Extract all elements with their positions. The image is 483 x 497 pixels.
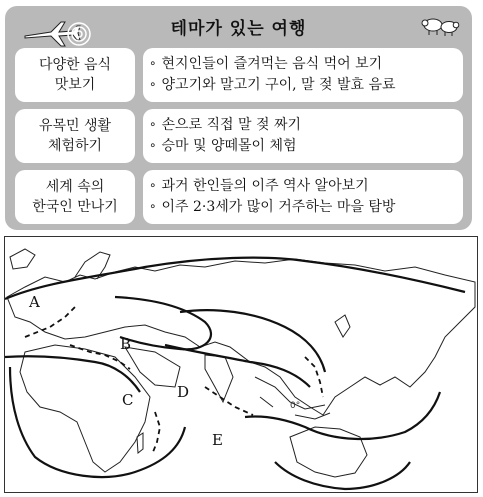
category-cell — [15, 109, 135, 163]
panel-title: 테마가 있는 여행 — [170, 19, 307, 39]
list-item: ∘ 승마 및 양떼몰이 체험 — [149, 136, 463, 157]
table-row — [15, 48, 463, 102]
items-cell — [143, 170, 463, 224]
region-label-a: A — [29, 293, 40, 311]
japan-coastline — [335, 315, 350, 337]
greenland-coastline — [10, 249, 35, 269]
map-drawing — [5, 237, 477, 492]
region-label-b: B — [120, 335, 132, 353]
dashed-boundary — [153, 412, 160, 452]
region-label-d: D — [177, 383, 190, 401]
category-label: 다양한 음식 — [38, 57, 112, 73]
region-boundary — [245, 392, 440, 439]
dashed-boundary — [305, 357, 323, 397]
dashed-boundary — [205, 387, 253, 415]
list-item: ∘ 이주 2·3세가 많이 거주하는 마을 탐방 — [149, 197, 463, 218]
sheep-icon — [420, 14, 460, 38]
list-item: ∘ 양고기와 말고기 구이, 말 젖 발효 음료 — [149, 75, 463, 96]
equator-label: 0° — [290, 401, 301, 411]
items-cell — [143, 109, 463, 163]
table-row — [15, 170, 463, 224]
category-label: 맛보기 — [54, 77, 96, 93]
india-coastline — [205, 355, 233, 402]
madagascar-coastline — [137, 433, 143, 453]
category-label: 유목민 생활 — [38, 118, 112, 134]
eurasia-coastline — [7, 259, 475, 415]
category-cell — [15, 48, 135, 102]
category-cell — [15, 170, 135, 224]
theme-travel-panel — [5, 6, 472, 230]
category-label: 체험하기 — [47, 138, 103, 154]
world-region-map — [4, 236, 478, 493]
category-label: 세계 속의 — [45, 179, 105, 195]
arabia-coastline — [125, 347, 180, 387]
list-item: ∘ 과거 한인들의 이주 역사 알아보기 — [149, 176, 463, 197]
region-label-c: C — [122, 391, 134, 409]
items-cell — [143, 48, 463, 102]
region-label-e: E — [212, 431, 223, 449]
region-boundary — [165, 345, 310, 387]
dashed-boundary — [25, 307, 75, 337]
category-label: 한국인 만나기 — [32, 199, 118, 215]
list-item: ∘ 손으로 직접 말 젖 짜기 — [149, 115, 463, 136]
list-item: ∘ 현지인들이 즐겨먹는 음식 먹어 보기 — [149, 54, 463, 75]
table-row — [15, 109, 463, 163]
